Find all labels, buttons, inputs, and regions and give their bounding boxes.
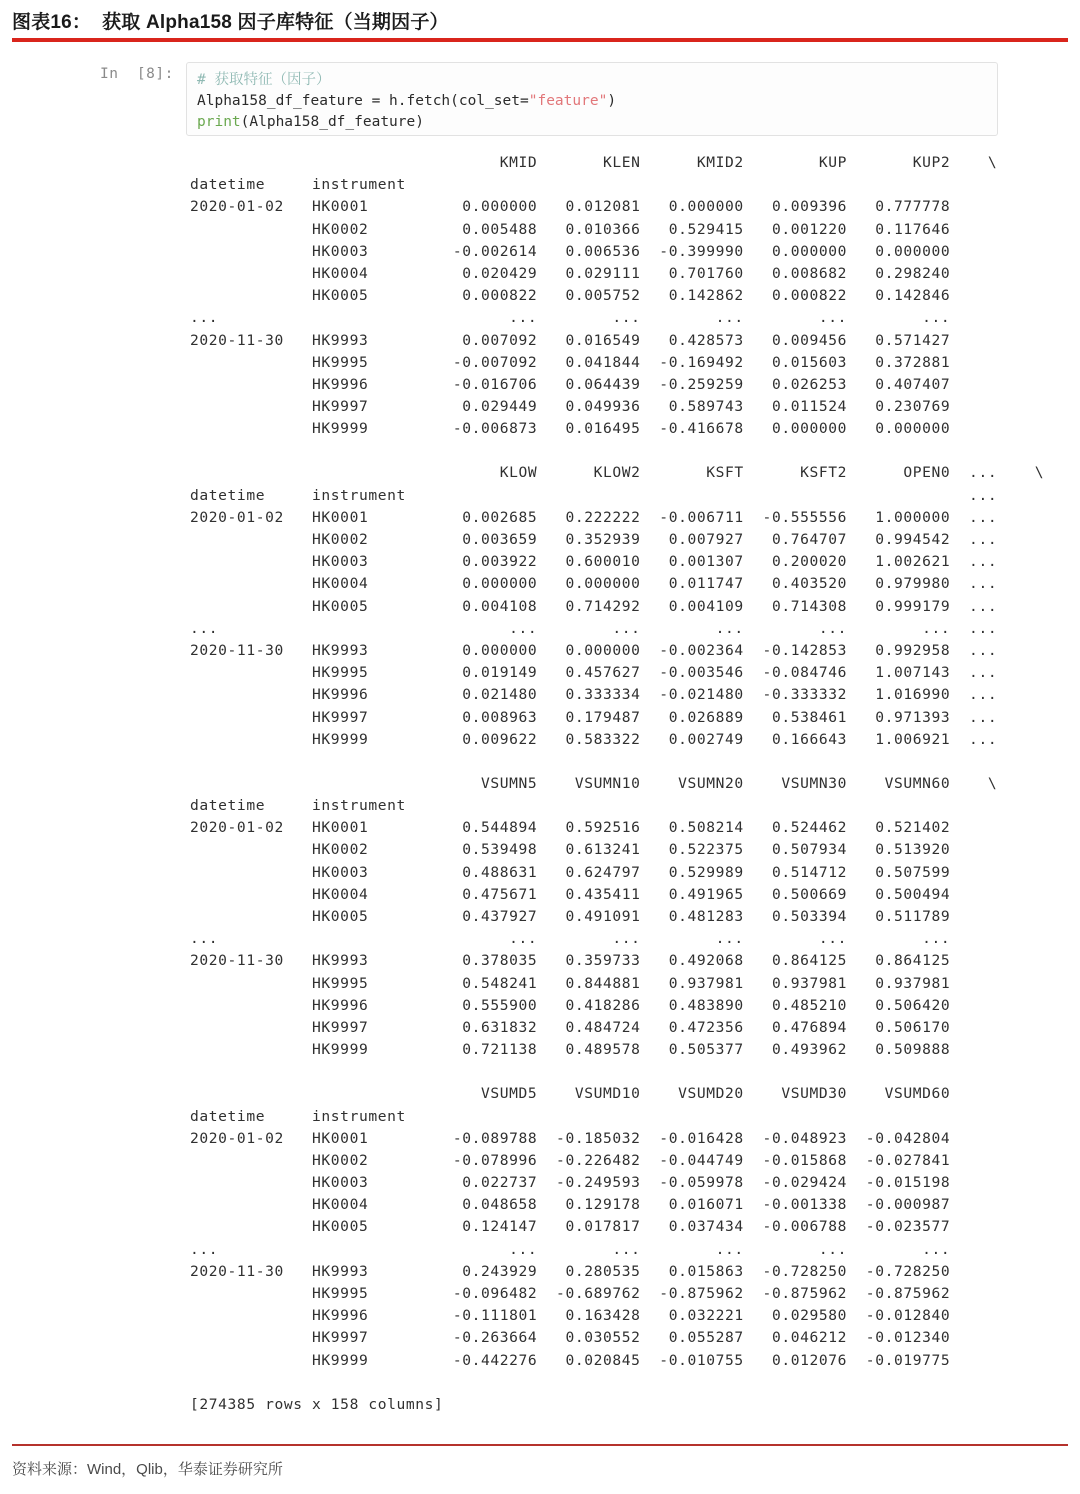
code-line-1 xyxy=(197,70,987,91)
code-line-2 xyxy=(197,91,987,112)
code-comment-token: # 获取特征（因子） xyxy=(197,72,331,88)
table-row: HK0003 -0.002614 0.006536 -0.399990 0.000000 0.000000 xyxy=(190,242,951,260)
table-row: HK0002 0.539498 0.613241 0.522375 0.507934 0.513920 xyxy=(190,841,951,859)
table-row: 2020-01-02 HK0001 0.000000 0.012081 0.000000 0.009396 0.777778 xyxy=(190,198,951,216)
footer-divider xyxy=(12,1444,1068,1446)
table-row: 2020-11-30 HK9993 0.243929 0.280535 0.015863 -0.728250 -0.728250 xyxy=(190,1262,951,1280)
table-row: HK9995 0.548241 0.844881 0.937981 0.937981 0.937981 xyxy=(190,974,951,992)
table-row: HK0005 0.124147 0.017817 0.037434 -0.006788 -0.023577 xyxy=(190,1218,951,1236)
source-note: 资料来源：Wind，Qlib，华泰证券研究所 xyxy=(12,1461,283,1478)
block-vsumn xyxy=(0,773,1080,1061)
table-header-row: VSUMN5 VSUMN10 VSUMN20 VSUMN30 VSUMN60 \ xyxy=(190,774,998,792)
table-index-names-row: datetime instrument xyxy=(190,1107,435,1125)
header-divider xyxy=(12,38,1068,42)
dataframe-shape-summary: [274385 rows x 158 columns] xyxy=(190,1395,444,1413)
block-klow xyxy=(0,462,1080,750)
table-ellipsis-row: ... ... ... ... ... ... xyxy=(190,309,951,327)
table-row: HK9995 0.019149 0.457627 -0.003546 -0.084746 1.007143 ... xyxy=(190,664,998,682)
table-ellipsis-row: ... ... ... ... ... ... xyxy=(190,1240,951,1258)
table-row: 2020-01-02 HK0001 0.002685 0.222222 -0.006711 -0.555556 1.000000 ... xyxy=(190,508,998,526)
table-row: HK0004 0.475671 0.435411 0.491965 0.500669 0.500494 xyxy=(190,885,951,903)
table-row: HK9999 -0.442276 0.020845 -0.010755 0.012076 -0.019775 xyxy=(190,1351,951,1369)
table-header-row: KMID KLEN KMID2 KUP KUP2 \ xyxy=(190,154,998,171)
dataframe-output xyxy=(0,152,1080,1416)
table-row: HK9996 -0.111801 0.163428 0.032221 0.029580 -0.012840 xyxy=(190,1307,951,1325)
code-paren-token: ) xyxy=(607,93,617,109)
table-row: HK9999 -0.006873 0.016495 -0.416678 0.000000 0.000000 xyxy=(190,420,951,438)
code-call-token: (Alpha158_df_feature) xyxy=(240,114,424,130)
block-kmid xyxy=(0,152,1080,440)
table-row: HK0005 0.437927 0.491091 0.481283 0.503394 0.511789 xyxy=(190,908,951,925)
exhibit-header xyxy=(0,0,1080,44)
table-row: 2020-11-30 HK9993 0.378035 0.359733 0.492068 0.864125 0.864125 xyxy=(190,952,951,970)
table-index-names-row: datetime instrument ... xyxy=(190,486,998,504)
table-row: HK0004 0.048658 0.129178 0.016071 -0.001338 -0.000987 xyxy=(190,1196,951,1214)
table-row: 2020-01-02 HK0001 -0.089788 -0.185032 -0.016428 -0.048923 -0.042804 xyxy=(190,1129,951,1147)
table-row: HK0002 -0.078996 -0.226482 -0.044749 -0.015868 -0.027841 xyxy=(190,1151,951,1169)
table-row: HK9997 0.008963 0.179487 0.026889 0.538461 0.971393 ... xyxy=(190,708,998,726)
table-row: HK9996 0.555900 0.418286 0.483890 0.485210 0.506420 xyxy=(190,996,951,1014)
table-row: HK9997 0.029449 0.049936 0.589743 0.011524 0.230769 xyxy=(190,398,951,416)
code-editor[interactable] xyxy=(186,62,998,136)
code-line-3 xyxy=(197,112,987,133)
table-row: HK0003 0.003922 0.600010 0.001307 0.200020 1.002621 ... xyxy=(190,553,998,571)
table-row: HK9995 -0.007092 0.041844 -0.169492 0.015603 0.372881 xyxy=(190,353,951,371)
table-row: HK9996 0.021480 0.333334 -0.021480 -0.333332 1.016990 ... xyxy=(190,686,998,704)
table-row: HK0003 0.488631 0.624797 0.529989 0.514712 0.507599 xyxy=(190,863,951,881)
table-row: HK0002 0.005488 0.010366 0.529415 0.001220 0.117646 xyxy=(190,220,951,238)
table-row: HK9999 0.721138 0.489578 0.505377 0.493962 0.509888 xyxy=(190,1041,951,1059)
table-row: HK9999 0.009622 0.583322 0.002749 0.166643 1.006921 ... xyxy=(190,730,998,748)
table-row: HK0004 0.020429 0.029111 0.701760 0.008682 0.298240 xyxy=(190,264,951,282)
code-cell-row xyxy=(0,56,1080,144)
dataframe-block-list xyxy=(0,152,1080,1372)
input-prompt-label: In [8]: xyxy=(100,66,174,82)
table-ellipsis-row: ... ... ... ... ... ... ... xyxy=(190,619,998,637)
code-builtin-token: print xyxy=(197,114,241,130)
table-row: HK9995 -0.096482 -0.689762 -0.875962 -0.875962 -0.875962 xyxy=(190,1285,951,1302)
table-header-row: KLOW KLOW2 KSFT KSFT2 OPEN0 ... \ xyxy=(190,464,1045,482)
notebook-cell xyxy=(0,56,1080,144)
table-header-row: VSUMD5 VSUMD10 VSUMD20 VSUMD30 VSUMD60 xyxy=(190,1085,951,1103)
table-row: 2020-11-30 HK9993 0.007092 0.016549 0.428573 0.009456 0.571427 xyxy=(190,331,951,349)
table-row: HK0004 0.000000 0.000000 0.011747 0.403520 0.979980 ... xyxy=(190,575,998,593)
table-row: 2020-01-02 HK0001 0.544894 0.592516 0.508214 0.524462 0.521402 xyxy=(190,819,951,837)
table-row: HK9997 -0.263664 0.030552 0.055287 0.046212 -0.012340 xyxy=(190,1329,951,1347)
table-row: HK0002 0.003659 0.352939 0.007927 0.764707 0.994542 ... xyxy=(190,531,998,548)
code-string-token: "feature" xyxy=(528,93,608,109)
table-row: HK9997 0.631832 0.484724 0.472356 0.476894 0.506170 xyxy=(190,1018,951,1036)
table-row: 2020-11-30 HK9993 0.000000 0.000000 -0.002364 -0.142853 0.992958 ... xyxy=(190,641,998,659)
page-title: 图表16： 获取 Alpha158 因子库特征（当期因子） xyxy=(12,12,449,33)
table-row: HK0003 0.022737 -0.249593 -0.059978 -0.029424 -0.015198 xyxy=(190,1174,951,1192)
table-ellipsis-row: ... ... ... ... ... ... xyxy=(190,930,951,948)
block-vsumd xyxy=(0,1083,1080,1371)
table-row: HK0005 0.004108 0.714292 0.004109 0.714308 0.999179 ... xyxy=(190,597,998,615)
table-row: HK9996 -0.016706 0.064439 -0.259259 0.026253 0.407407 xyxy=(190,375,951,393)
table-index-names-row: datetime instrument xyxy=(190,797,435,815)
table-index-names-row: datetime instrument xyxy=(190,176,435,194)
code-assignment-token: Alpha158_df_feature = h.fetch(col_set= xyxy=(197,93,529,109)
table-row: HK0005 0.000822 0.005752 0.142862 0.000822 0.142846 xyxy=(190,287,951,305)
